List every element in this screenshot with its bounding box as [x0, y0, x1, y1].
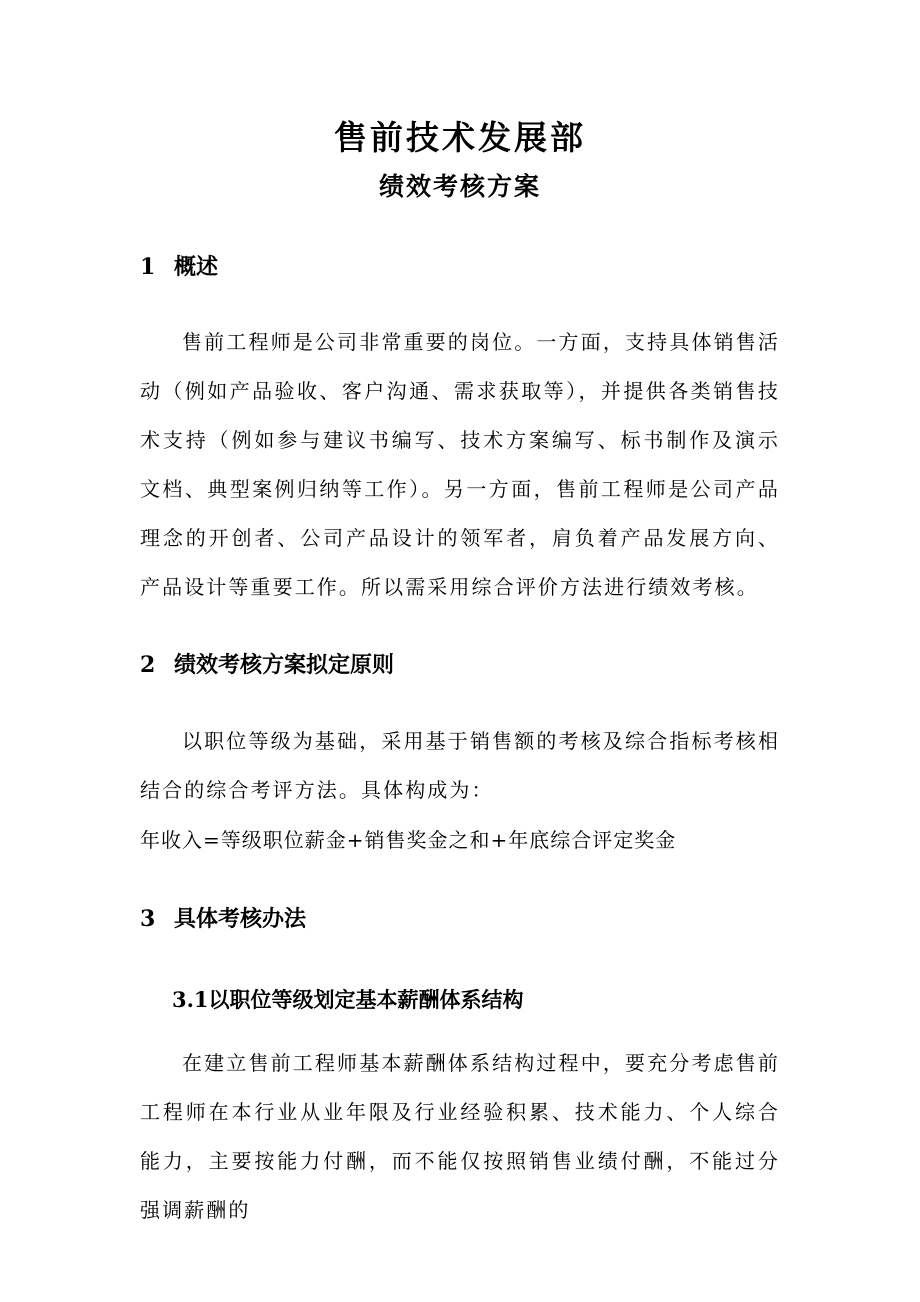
subsection-3-1-title: 以职位等级划定基本薪酬体系结构	[208, 987, 524, 1012]
section-3-number: 3	[140, 906, 156, 932]
subsection-3-1-heading	[172, 984, 524, 1014]
document-title: 售前技术发展部	[334, 118, 586, 157]
section-2-heading	[140, 648, 394, 679]
section-3-heading	[140, 902, 306, 933]
section-3-title: 具体考核办法	[174, 906, 307, 932]
subsection-3-1-paragraph: 在建立售前工程师基本薪酬体系结构过程中，要充分考虑售前工程师在本行业从业年限及行业经验积累、技术能力、个人综合能力，主要按能力付酬，而不能仅按照销售业绩付酬，不能过分强调薪酬的	[140, 1051, 780, 1222]
section-1-heading	[140, 250, 218, 281]
section-1-number: 1	[140, 254, 156, 280]
document-subtitle: 绩效考核方案	[378, 172, 541, 201]
section-2-title: 绩效考核方案拟定原则	[174, 652, 395, 678]
section-2-number: 2	[140, 652, 156, 678]
salary-formula: 年收入=等级职位薪金+销售奖金之和+年底综合评定奖金	[140, 828, 677, 852]
section-1-title: 概述	[174, 254, 219, 280]
section-2-paragraph: 以职位等级为基础，采用基于销售额的考核及综合指标考核相结合的综合考评方法。具体构成为：	[140, 729, 780, 802]
section-1-paragraph: 售前工程师是公司非常重要的岗位。一方面，支持具体销售活动（例如产品验收、客户沟通、需求获取等），并提供各类销售技术支持（例如参与建议书编写、技术方案编写、标书制作及演示文档、典型案例归纳等工作）。另一方面，售前工程师是公司产品理念的开创者、公司产品设计的领军者，肩负着产品发展方向、产品设计等重要工作。所以需采用综合评价方法进行绩效考核。	[140, 330, 780, 599]
subsection-3-1-number: 3.1	[172, 987, 209, 1012]
